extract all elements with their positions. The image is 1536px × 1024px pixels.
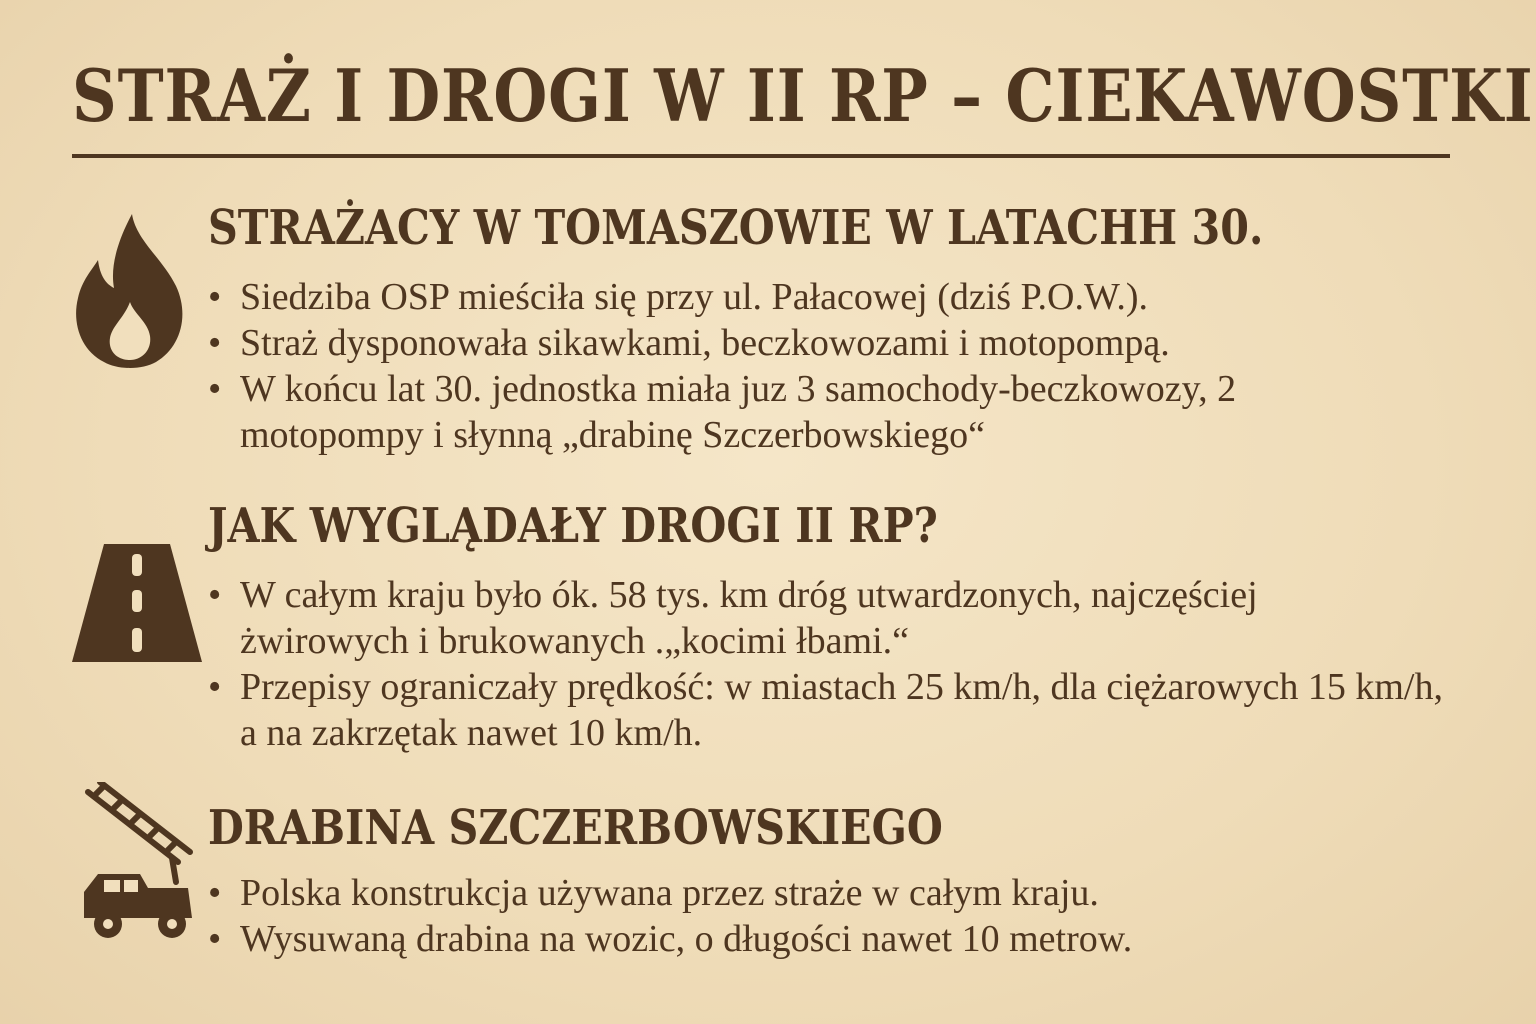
- bullet-text: Straż dysponowała sikawkami, beczkowozami i motopompą.: [240, 322, 1170, 364]
- fire-icon: [72, 210, 188, 374]
- bullet-text: Przepisy ograniczały prędkość: w miastach 25 km/h, dla ciężarowych 15 km/h, a na zakrzętak nawet 10 km/h.: [240, 666, 1443, 754]
- ladder-truck-icon: [80, 782, 200, 946]
- section-heading: DRABINA SZCZERBOWSKIEGO: [208, 800, 943, 856]
- bullet-text: Wysuwaną drabina na wozic, o długości nawet 10 metrow.: [240, 918, 1133, 960]
- bullet-text: W całym kraju było ók. 58 tys. km dróg utwardzonych, najczęściej żwirowych i brukowanych .„kocimi łbami.“: [240, 574, 1258, 662]
- bullet-text: Polska konstrukcja używana przez straże w całym kraju.: [240, 872, 1099, 914]
- bullet-list: [208, 274, 1490, 458]
- list-item: [208, 320, 1490, 366]
- list-item: [208, 274, 1490, 320]
- bullet-list: [208, 870, 1490, 962]
- bullet-dot: •: [208, 368, 222, 410]
- section-heading: STRAŻACY W TOMASZOWIE W LATACHH 30.: [208, 200, 1264, 256]
- bullet-text: Siedziba OSP mieściła się przy ul. Pałacowej (dziś P.O.W.).: [240, 276, 1148, 318]
- bullet-dot: •: [208, 322, 222, 364]
- page-title: STRAŻ I DROGI W II RP – CIEKAWOSTKI: [72, 53, 1534, 138]
- bullet-text: W końcu lat 30. jednostka miała juz 3 samochody-beczkowozy, 2 motopompy i słynną „drabinę Szczerbowskiego“: [240, 368, 1237, 456]
- list-item: [208, 664, 1450, 756]
- section-heading: JAK WYGLĄDAŁY DROGI II RP?: [208, 498, 938, 554]
- list-item: [208, 870, 1490, 916]
- road-icon: [72, 544, 202, 666]
- title-divider: [72, 154, 1450, 158]
- bullet-list: [208, 572, 1450, 756]
- list-item: [208, 916, 1490, 962]
- bullet-dot: •: [208, 276, 222, 318]
- list-item: [208, 366, 1330, 458]
- bullet-dot: •: [208, 666, 222, 708]
- bullet-dot: •: [208, 872, 222, 914]
- list-item: [208, 572, 1410, 664]
- bullet-dot: •: [208, 574, 222, 616]
- bullet-dot: •: [208, 918, 222, 960]
